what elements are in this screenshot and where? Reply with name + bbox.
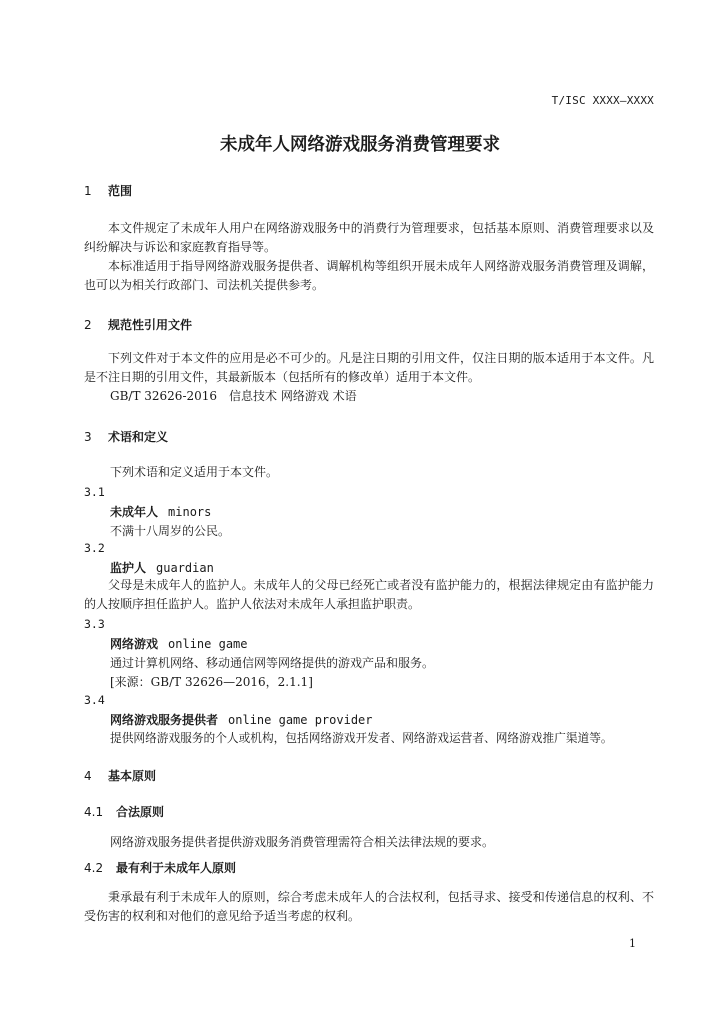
- section-3-heading: [84, 428, 168, 445]
- term-3-3-source: [来源：GB/T 32626—2016，2.1.1]: [110, 675, 313, 689]
- section-1-title: 范围: [108, 184, 133, 198]
- section-4-2-heading: [84, 859, 236, 876]
- section-4-heading: [84, 767, 156, 784]
- term-3-4-number: 3.4: [84, 693, 105, 707]
- section-3-number: 3: [84, 430, 92, 444]
- section-1-number: 1: [84, 184, 92, 198]
- term-3-2-en: guardian: [156, 561, 214, 575]
- normative-reference: GB/T 32626-2016 信息技术 网络游戏 术语: [110, 389, 357, 403]
- section-1-paragraph-2: 本标准适用于指导网络游戏服务提供者、调解机构等组织开展未成年人网络游戏服务消费管理及调解，也可以为相关行政部门、司法机关提供参考。: [84, 259, 654, 292]
- section-4-1-heading: [84, 803, 164, 820]
- term-3-4-definition: 提供网络游戏服务的个人或机构，包括网络游戏开发者、网络游戏运营者、网络游戏推广渠道等。: [110, 731, 613, 745]
- term-3-2-number: 3.2: [84, 541, 105, 555]
- standard-number: T/ISC XXXX—XXXX: [551, 94, 654, 107]
- term-3-3-definition: 通过计算机网络、移动通信网等网络提供的游戏产品和服务。: [110, 656, 435, 670]
- section-4-2-paragraph: 秉承最有利于未成年人的原则，综合考虑未成年人的合法权利，包括寻求、接受和传递信息的权利、不受伤害的权利和对他们的意见给予适当考虑的权利。: [84, 890, 654, 923]
- term-3-3: [110, 635, 248, 652]
- term-3-1: [110, 503, 211, 520]
- term-3-3-zh: 网络游戏: [110, 637, 159, 651]
- term-3-2-definition: 父母是未成年人的监护人。未成年人的父母已经死亡或者没有监护能力的，根据法律规定由有监护能力的人按顺序担任监护人。监护人依法对未成年人承担监护职责。: [84, 578, 654, 611]
- term-3-1-number: 3.1: [84, 485, 105, 499]
- section-2-paragraph: 下列文件对于本文件的应用是必不可少的。凡是注日期的引用文件，仅注日期的版本适用于本文件。凡是不注日期的引用文件，其最新版本（包括所有的修改单）适用于本文件。: [84, 351, 654, 384]
- term-3-2-zh: 监护人: [110, 561, 147, 575]
- section-4-number: 4: [84, 769, 92, 783]
- page-number: 1: [629, 937, 636, 950]
- section-4-1-paragraph: 网络游戏服务提供者提供游戏服务消费管理需符合相关法律法规的要求。: [110, 835, 495, 849]
- section-4-1-number: 4.1: [84, 805, 104, 819]
- section-1-paragraph-1: 本文件规定了未成年人用户在网络游戏服务中的消费行为管理要求，包括基本原则、消费管理要求以及纠纷解决与诉讼和家庭教育指导等。: [84, 221, 654, 254]
- term-3-1-zh: 未成年人: [110, 505, 159, 519]
- term-3-4: [110, 711, 373, 728]
- section-4-title: 基本原则: [108, 769, 157, 783]
- document-title: 未成年人网络游戏服务消费管理要求: [220, 135, 500, 155]
- section-4-2-title: 最有利于未成年人原则: [116, 861, 237, 875]
- section-2-title: 规范性引用文件: [108, 318, 193, 332]
- section-2-number: 2: [84, 318, 92, 332]
- term-3-3-en: online game: [168, 637, 248, 651]
- section-4-2-number: 4.2: [84, 861, 104, 875]
- term-3-4-en: online game provider: [228, 713, 373, 727]
- term-3-1-en: minors: [168, 505, 212, 519]
- section-1-heading: [84, 182, 132, 199]
- term-3-3-number: 3.3: [84, 617, 105, 631]
- term-3-2: [110, 559, 214, 576]
- section-3-title: 术语和定义: [108, 430, 169, 444]
- section-2-heading: [84, 316, 192, 333]
- section-3-intro: 下列术语和定义适用于本文件。: [110, 465, 279, 479]
- term-3-1-definition: 不满十八周岁的公民。: [110, 524, 231, 538]
- section-4-1-title: 合法原则: [116, 805, 165, 819]
- term-3-4-zh: 网络游戏服务提供者: [110, 713, 219, 727]
